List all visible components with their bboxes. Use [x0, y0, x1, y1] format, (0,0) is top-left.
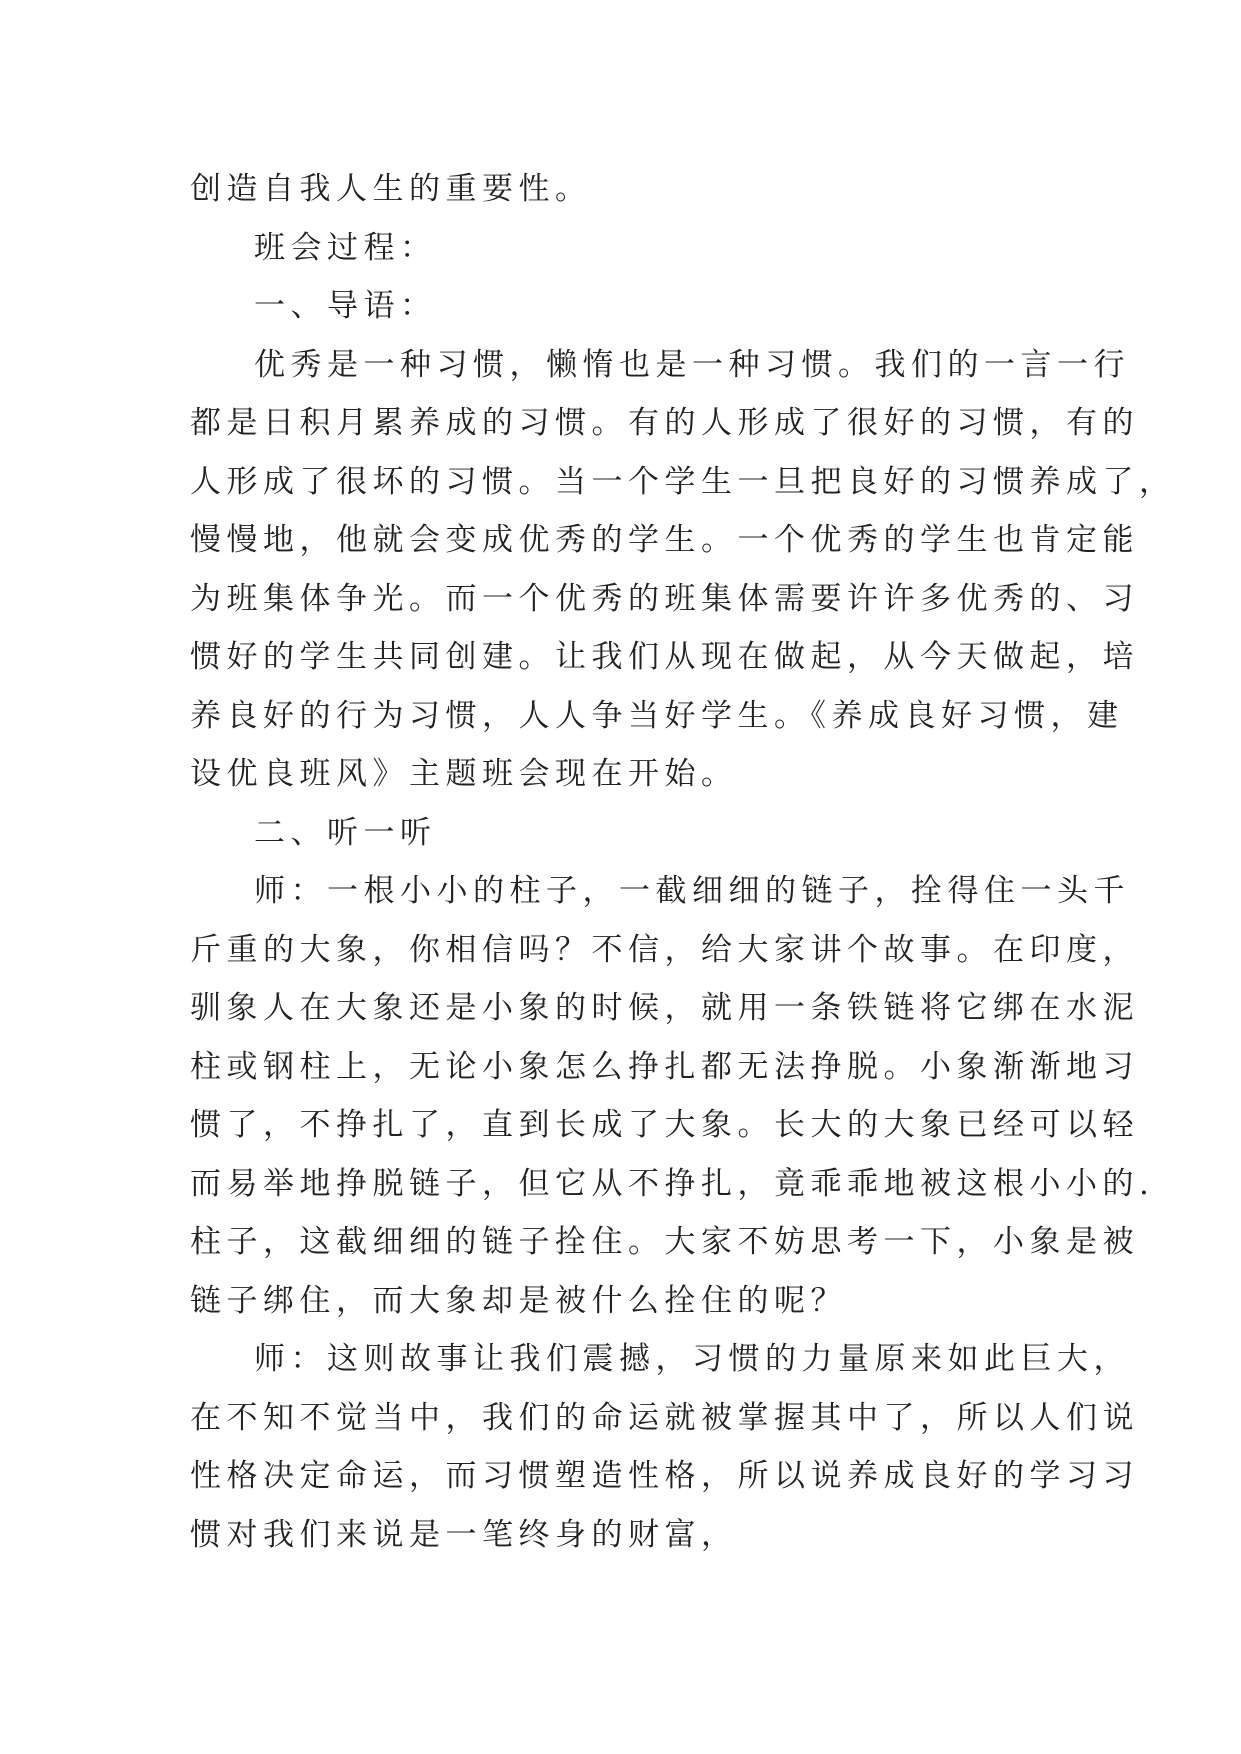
section-label: 班会过程：: [254, 229, 437, 266]
text-line: 在不知不觉当中，我们的命运就被掌握其中了，所以人们说: [190, 1399, 1139, 1436]
text-line: 创造自我人生的重要性。: [190, 171, 592, 207]
text-line: 慢慢地，他就会变成优秀的学生。一个优秀的学生也肯定能: [190, 522, 1139, 558]
text-line: 为班集体争光。而一个优秀的班集体需要许许多优秀的、习: [190, 580, 1139, 617]
text-line: 链子绑住，而大象却是被什么拴住的呢？: [190, 1282, 847, 1319]
text-line: 性格决定命运，而习惯塑造性格，所以说养成良好的学习习: [190, 1458, 1139, 1494]
text-line: 柱或钢柱上，无论小象怎么挣扎都无法挣脱。小象渐渐地习: [190, 1048, 1139, 1085]
document-body: [190, 160, 1176, 1564]
text-line: 惯了，不挣扎了，直到长成了大象。长大的大象已经可以轻: [190, 1107, 1139, 1143]
text-line: 养良好的行为习惯，人人争当好学生。《养成良好习惯，建: [190, 697, 1124, 734]
paragraph-start: 师：一根小小的柱子，一截细细的链子，拴得住一头千: [254, 873, 1130, 909]
text-line: 而易举地挣脱链子，但它从不挣扎，竟乖乖地被这根小小的.: [190, 1165, 1155, 1202]
section-heading: 二、听一听: [254, 814, 437, 851]
text-line: 斤重的大象，你相信吗？不信，给大家讲个故事。在印度，: [190, 931, 1139, 968]
text-line: 人形成了很坏的习惯。当一个学生一旦把良好的习惯养成了，: [190, 463, 1176, 500]
section-heading: 一、导语：: [254, 288, 437, 324]
text-line: 驯象人在大象还是小象的时候，就用一条铁链将它绑在水泥: [190, 990, 1139, 1026]
text-line: 惯好的学生共同创建。让我们从现在做起，从今天做起，培: [190, 639, 1139, 675]
text-line: 都是日积月累养成的习惯。有的人形成了很好的习惯，有的: [190, 405, 1139, 441]
paragraph-start: 优秀是一种习惯，懒惰也是一种习惯。我们的一言一行: [254, 346, 1130, 383]
paragraph-start: 师：这则故事让我们震撼，习惯的力量原来如此巨大，: [254, 1341, 1130, 1377]
text-line: 设优良班风》主题班会现在开始。: [190, 756, 738, 792]
text-line: 柱子，这截细细的链子拴住。大家不妨思考一下，小象是被: [190, 1224, 1139, 1260]
text-line: 惯对我们来说是一笔终身的财富，: [190, 1516, 738, 1553]
